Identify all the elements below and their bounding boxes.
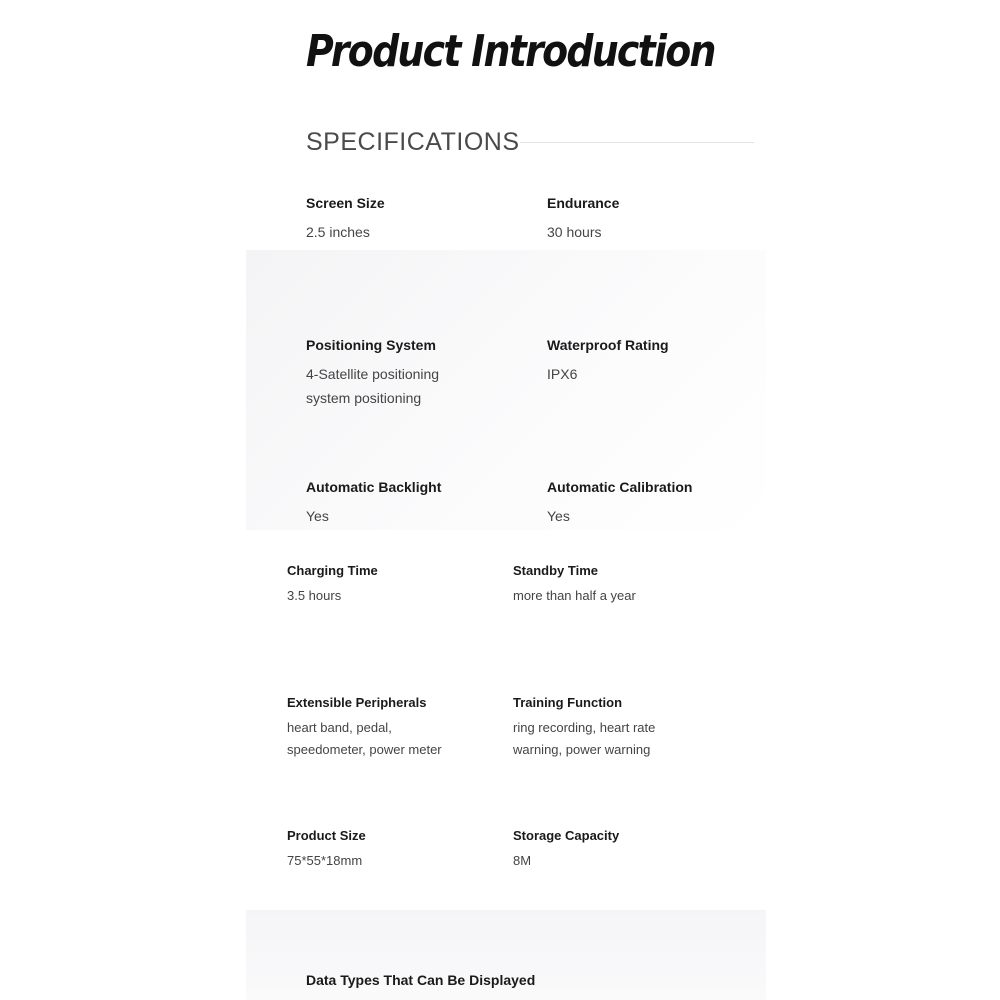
- spec-label: Waterproof Rating: [547, 337, 669, 353]
- spec-value: 4-Satellite positioning system positioning: [306, 366, 440, 406]
- spec-label: Automatic Backlight: [306, 479, 442, 495]
- spec-extensible-peripherals: [287, 695, 447, 761]
- data-types-label: Data Types That Can Be Displayed: [306, 972, 536, 988]
- spec-waterproof-rating: [547, 337, 747, 386]
- spec-automatic-backlight: [306, 479, 506, 528]
- data-types-section: [306, 972, 535, 988]
- spec-value: 2.5 inches: [306, 224, 370, 240]
- spec-value: heart band, pedal, speedometer, power meter: [287, 720, 442, 757]
- spec-positioning-system: [306, 337, 456, 410]
- spec-automatic-calibration: [547, 479, 747, 528]
- spec-label: Standby Time: [513, 563, 599, 578]
- spec-label: Product Size: [287, 828, 366, 843]
- spec-value: 3.5 hours: [287, 588, 342, 603]
- spec-training-function: [513, 695, 663, 761]
- spec-label: Screen Size: [306, 195, 385, 211]
- spec-value: 30 hours: [547, 224, 602, 240]
- spec-value: Yes: [547, 508, 570, 524]
- spec-storage-capacity: [513, 828, 713, 872]
- page-title: Product Introduction: [306, 26, 715, 77]
- section-heading: SPECIFICATIONS: [306, 128, 520, 156]
- spec-product-size: [287, 828, 487, 872]
- spec-label: Automatic Calibration: [547, 479, 693, 495]
- spec-value: 75*55*18mm: [287, 853, 363, 868]
- spec-value: ring recording, heart rate warning, power warning: [513, 720, 656, 757]
- spec-value: more than half a year: [513, 588, 636, 603]
- spec-label: Endurance: [547, 195, 620, 211]
- spec-charging-time: [287, 563, 487, 607]
- spec-value: 8M: [513, 853, 532, 868]
- spec-value: Yes: [306, 508, 329, 524]
- spec-value: IPX6: [547, 366, 578, 382]
- spec-label: Storage Capacity: [513, 828, 620, 843]
- spec-label: Positioning System: [306, 337, 436, 353]
- spec-label: Training Function: [513, 695, 623, 710]
- spec-label: Charging Time: [287, 563, 378, 578]
- section-divider: [520, 142, 754, 143]
- spec-screen-size: [306, 195, 506, 244]
- spec-standby-time: [513, 563, 713, 607]
- spec-label: Extensible Peripherals: [287, 695, 427, 710]
- spec-endurance: [547, 195, 747, 244]
